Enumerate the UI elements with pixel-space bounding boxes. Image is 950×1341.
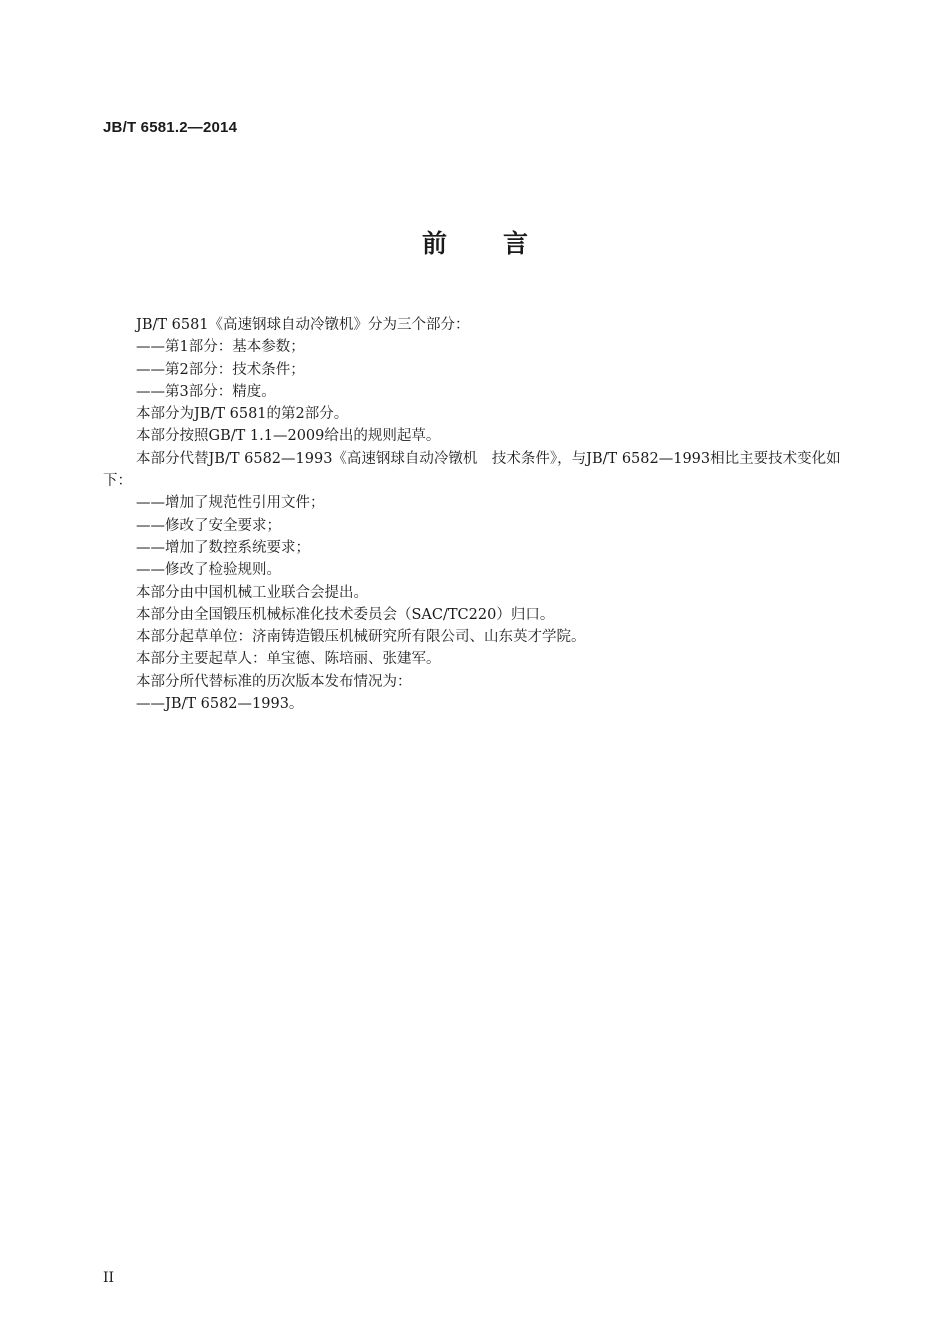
list-item: ——第1部分：基本参数； [136, 339, 305, 356]
list-item: ——第2部分：技术条件； [136, 361, 305, 378]
paragraph: JB/T 6581《高速钢球自动冷镦机》分为三个部分： [136, 317, 470, 333]
list-item: ——JB/T 6582—1993。 [136, 696, 304, 713]
heading-char-1: 前 [421, 229, 447, 258]
standard-code: JB/T 6581.2—2014 [103, 119, 238, 136]
list-item: ——第3部分：精度。 [136, 383, 276, 400]
heading-char-2: 言 [503, 229, 529, 258]
paragraph: 本部分所代替标准的历次版本发布情况为： [136, 673, 412, 690]
paragraph: 本部分起草单位：济南铸造锻压机械研究所有限公司、山东英才学院。 [136, 629, 586, 646]
foreword-heading [0, 224, 950, 260]
paragraph: 本部分由中国机械工业联合会提出。 [136, 584, 368, 601]
foreword-body [103, 314, 853, 715]
list-item: ——增加了数控系统要求； [136, 539, 310, 556]
list-item: ——增加了规范性引用文件； [136, 495, 325, 512]
paragraph: 本部分按照GB/T 1.1—2009给出的规则起草。 [136, 428, 441, 445]
list-item: ——修改了检验规则。 [136, 562, 281, 579]
paragraph: 本部分为JB/T 6581的第2部分。 [136, 406, 349, 423]
paragraph: 本部分主要起草人：单宝德、陈培丽、张建军。 [136, 651, 441, 668]
paragraph: 本部分代替JB/T 6582—1993《高速钢球自动冷镦机 技术条件》，与JB/T 6582—1993相比主要技术变化如下： [103, 450, 841, 490]
page-number: II [103, 1270, 115, 1286]
list-item: ——修改了安全要求； [136, 517, 281, 534]
paragraph: 本部分由全国锻压机械标准化技术委员会（SAC/TC220）归口。 [136, 606, 555, 623]
